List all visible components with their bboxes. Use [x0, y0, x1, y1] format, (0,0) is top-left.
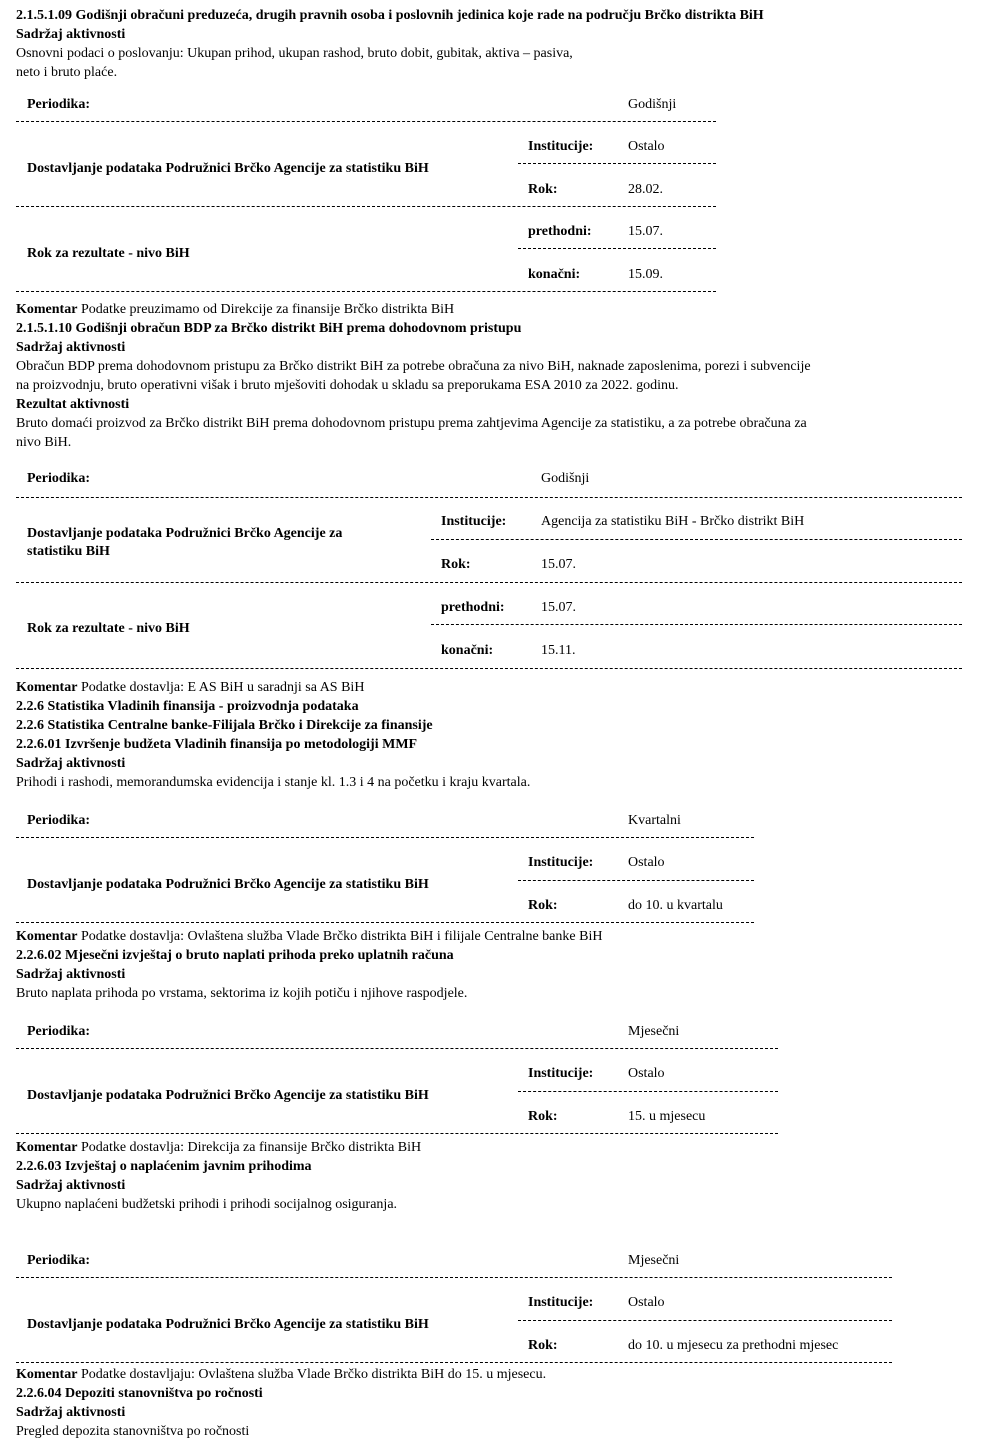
content-line: Prihodi i rashodi, memorandumska evidencija i stanje kl. 1.3 i 4 na početku i kraju kvartala.: [16, 775, 531, 790]
divider: [16, 922, 754, 923]
rok-label: Rok:: [528, 182, 558, 197]
content-line: Osnovni podaci o poslovanju: Ukupan prihod, ukupan rashod, bruto dobit, gubitak, aktiva – pasiva,: [16, 46, 573, 61]
content-label: Sadržaj aktivnosti: [16, 340, 126, 355]
comment-label: Komentar: [16, 302, 78, 317]
info-table: [16, 90, 964, 300]
institution-value: Ostalo: [628, 1066, 665, 1081]
institution-label: Institucije:: [528, 855, 594, 870]
divider: [16, 668, 962, 669]
info-table: [16, 1011, 964, 1138]
chapter-heading: 2.2.6 Statistika Vladinih finansija - proizvodnja podataka: [16, 699, 359, 714]
final-label: konačni:: [528, 267, 581, 282]
info-table: [16, 1236, 964, 1383]
comment: [16, 300, 964, 319]
divider: [518, 1091, 778, 1092]
info-table: [16, 800, 964, 927]
previous-value: 15.07.: [628, 224, 663, 239]
section-2-1-5-1-09: [16, 6, 964, 319]
content-line: Ukupno naplaćeni budžetski prihodi i prihodi socijalnog osiguranja.: [16, 1197, 398, 1212]
section-heading: 2.1.5.1.10 Godišnji obračun BDP za Brčko distrikt BiH prema dohodovnom pristupu: [16, 321, 522, 336]
rok-value: 28.02.: [628, 182, 663, 197]
content-label: Sadržaj aktivnosti: [16, 27, 126, 42]
rok-label: Rok:: [528, 898, 558, 913]
institution-value: Ostalo: [628, 139, 665, 154]
comment-label: Komentar: [16, 929, 78, 944]
comment-label: Komentar: [16, 680, 78, 695]
section-2-2-6-01: [16, 735, 964, 946]
delivery-label: Dostavljanje podataka Podružnici Brčko Agencije za statistiku BiH: [27, 161, 429, 176]
divider: [16, 497, 962, 498]
periodika-value: Mjesečni: [628, 1024, 680, 1039]
final-value: 15.11.: [541, 643, 576, 658]
delivery-label: Dostavljanje podataka Podružnici Brčko Agencije za statistiku BiH: [27, 1088, 429, 1103]
document-page: [16, 6, 964, 1441]
comment: [16, 927, 964, 946]
institution-label: Institucije:: [528, 139, 594, 154]
comment-label: Komentar: [16, 1140, 78, 1155]
result-line: Bruto domaći proizvod za Brčko distrikt BiH prema dohodovnom pristupu prema zahtjevima Agencije za statistiku, a za potrebe obračuna za: [16, 416, 807, 431]
comment: [16, 678, 964, 697]
divider: [518, 880, 754, 881]
periodika-label: Periodika:: [27, 471, 90, 486]
periodika-label: Periodika:: [27, 813, 90, 828]
rok-label: Rok:: [528, 1109, 558, 1124]
periodika-value: Mjesečni: [628, 1253, 680, 1268]
rok-value: 15.07.: [541, 557, 576, 572]
periodika-label: Periodika:: [27, 1024, 90, 1039]
periodika-value: Godišnji: [628, 97, 677, 112]
result-line: nivo BiH.: [16, 435, 72, 450]
divider: [518, 163, 716, 164]
content-line: Obračun BDP prema dohodovnom pristupu za Brčko distrikt BiH za potrebe obračuna za nivo BiH, naknade zaposlenima, porezi i subvencije: [16, 359, 811, 374]
institution-value: Agencija za statistiku BiH - Brčko distrikt BiH: [541, 514, 805, 529]
section-heading: 2.2.6.03 Izvještaj o naplaćenim javnim prihodima: [16, 1159, 312, 1174]
results-label: Rok za rezultate - nivo BiH: [27, 246, 190, 261]
divider: [16, 1362, 892, 1363]
section-2-2-6-03: [16, 1157, 964, 1384]
final-label: konačni:: [441, 643, 494, 658]
divider: [431, 539, 962, 540]
content-label: Sadržaj aktivnosti: [16, 1178, 126, 1193]
delivery-label: Dostavljanje podataka Podružnici Brčko Agencije za statistiku BiH: [27, 877, 429, 892]
delivery-label: Dostavljanje podataka Podružnici Brčko Agencije za: [27, 526, 343, 541]
previous-label: prethodni:: [528, 224, 592, 239]
divider: [518, 248, 716, 249]
periodika-label: Periodika:: [27, 97, 90, 112]
rok-label: Rok:: [528, 1338, 558, 1353]
result-label: Rezultat aktivnosti: [16, 397, 130, 412]
content-label: Sadržaj aktivnosti: [16, 967, 126, 982]
content-line: Pregled depozita stanovništva po ročnosti: [16, 1424, 250, 1439]
content-label: Sadržaj aktivnosti: [16, 756, 126, 771]
comment-text: Podatke dostavljaju: Ovlaštena služba Vlade Brčko distrikta BiH do 15. u mjesecu.: [80, 1367, 547, 1382]
final-value: 15.09.: [628, 267, 663, 282]
previous-label: prethodni:: [441, 600, 505, 615]
institution-label: Institucije:: [528, 1295, 594, 1310]
content-line: Bruto naplata prihoda po vrstama, sektorima iz kojih potiču i njihove raspodjele.: [16, 986, 468, 1001]
institution-label: Institucije:: [528, 1066, 594, 1081]
periodika-value: Godišnji: [541, 471, 590, 486]
institution-value: Ostalo: [628, 855, 665, 870]
divider: [16, 121, 716, 122]
info-table: [16, 460, 964, 678]
content-line: neto i bruto plaće.: [16, 65, 118, 80]
institution-label: Institucije:: [441, 514, 507, 529]
chapter-heading: 2.2.6 Statistika Centralne banke-Filijala Brčko i Direkcije za finansije: [16, 718, 433, 733]
divider: [518, 1320, 892, 1321]
results-label: Rok za rezultate - nivo BiH: [27, 621, 190, 636]
rok-value: do 10. u kvartalu: [628, 898, 723, 913]
comment: [16, 1138, 964, 1157]
divider: [16, 837, 754, 838]
comment-label: Komentar: [16, 1367, 78, 1382]
previous-value: 15.07.: [541, 600, 576, 615]
section-2-2-6-02: [16, 946, 964, 1157]
divider: [431, 624, 962, 625]
rok-label: Rok:: [441, 557, 471, 572]
section-2-1-5-1-10: [16, 319, 964, 697]
divider: [16, 206, 716, 207]
divider: [16, 1048, 778, 1049]
section-2-2-6-04: [16, 1384, 964, 1441]
content-line: na proizvodnju, bruto operativni višak i bruto mješoviti dohodak u skladu sa preporukama ESA 2010 za 2022. godinu.: [16, 378, 679, 393]
comment-text: Podatke preuzimamo od Direkcije za finansije Brčko distrikta BiH: [80, 302, 455, 317]
section-heading: 2.2.6.01 Izvršenje budžeta Vladinih finansija po metodologiji MMF: [16, 737, 418, 752]
divider: [16, 1133, 778, 1134]
divider: [16, 582, 962, 583]
content-label: Sadržaj aktivnosti: [16, 1405, 126, 1420]
comment-text: Podatke dostavlja: Direkcija za finansije Brčko distrikta BiH: [80, 1140, 422, 1155]
divider: [16, 1277, 892, 1278]
delivery-label-line2: statistiku BiH: [27, 544, 110, 559]
comment-text: Podatke dostavlja: E AS BiH u saradnji sa AS BiH: [80, 680, 365, 695]
section-heading: 2.1.5.1.09 Godišnji obračuni preduzeća, drugih pravnih osoba i poslovnih jedinica koje rade na području Brčko distrikta BiH: [16, 8, 764, 23]
delivery-label: Dostavljanje podataka Podružnici Brčko Agencije za statistiku BiH: [27, 1317, 429, 1332]
rok-value: do 10. u mjesecu za prethodni mjesec: [628, 1338, 839, 1353]
rok-value: 15. u mjesecu: [628, 1109, 706, 1124]
periodika-value: Kvartalni: [628, 813, 681, 828]
comment-text: Podatke dostavlja: Ovlaštena služba Vlade Brčko distrikta BiH i filijale Centralne banke BiH: [80, 929, 603, 944]
institution-value: Ostalo: [628, 1295, 665, 1310]
divider: [16, 291, 716, 292]
periodika-label: Periodika:: [27, 1253, 90, 1268]
section-heading: 2.2.6.04 Depoziti stanovništva po ročnosti: [16, 1386, 263, 1401]
section-heading: 2.2.6.02 Mjesečni izvještaj o bruto naplati prihoda preko uplatnih računa: [16, 948, 454, 963]
